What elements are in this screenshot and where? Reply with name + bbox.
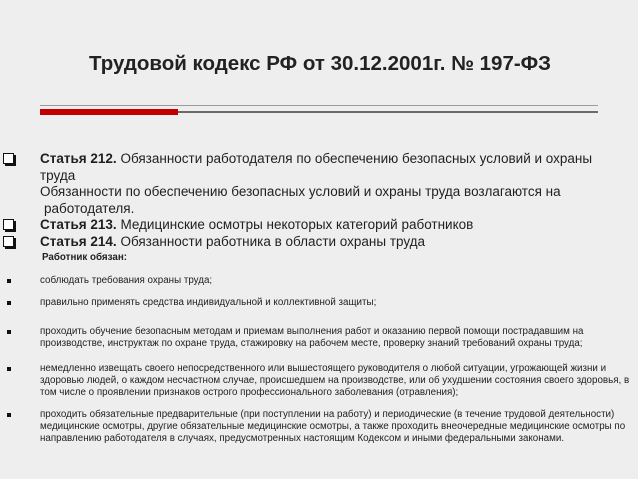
article-title: Обязанности работодателя по обеспечению безопасных условий и охраны труда (40, 151, 593, 183)
article-214 (40, 234, 620, 251)
article-212-note: Обязанности по обеспечению безопасных условий и охраны труда возлагаются на работодателя. (40, 184, 561, 216)
bullet-dot-icon (7, 367, 11, 371)
title-divider-bar (178, 111, 598, 113)
title-divider-accent (40, 109, 178, 115)
slide-title: Трудовой кодекс РФ от 30.12.2001г. № 197-ФЗ (88, 52, 552, 75)
bullet-dot-icon (7, 301, 11, 305)
article-title: Обязанности работника в области охраны труда (116, 234, 426, 249)
checkbox-bullet-icon (3, 236, 14, 247)
duty-item: проходить обязательные предварительные (при поступлении на работу) и периодические (в течение трудовой деятельности) медицинские осмотры, другие обязательные медицинские осмотры, а также проходить внеочередные медицинские осмотры по направлению работодателя в случаях, предусмотренных настоящим Кодексом и иными федеральными законами. (40, 409, 626, 444)
duty-item: немедленно извещать своего непосредственного или вышестоящего руководителя о любой ситуации, угрожающей жизни и здоровью людей, о каждом несчастном случае, происшедшем на производстве, или об ухудшении состояния своего здоровья, в том числе о проявлении признаков острого профессионального заболевания (отравления); (40, 363, 630, 398)
checkbox-bullet-icon (3, 153, 14, 164)
article-number: Статья 212. (40, 151, 117, 166)
duty-item: соблюдать требования охраны труда; (40, 275, 213, 286)
article-213 (40, 217, 620, 234)
article-number: Статья 213. (40, 217, 117, 232)
title-divider (40, 105, 598, 106)
bullet-dot-icon (7, 279, 11, 283)
article-212 (40, 151, 620, 184)
duty-item: проходить обучение безопасным методам и приемам выполнения работ и оказанию первой помощи пострадавшим на производстве, инструктаж по охране труда, стажировку на рабочем месте, проверку знаний требований охраны труда; (40, 326, 584, 349)
duty-item: правильно применять средства индивидуальной и коллективной защиты; (40, 297, 377, 308)
worker-duties-heading: Работник обязан: (42, 252, 128, 263)
article-title: Медицинские осмотры некоторых категорий работников (116, 217, 474, 232)
bullet-dot-icon (7, 330, 11, 334)
checkbox-bullet-icon (3, 219, 14, 230)
article-number: Статья 214. (40, 234, 117, 249)
bullet-dot-icon (7, 413, 11, 417)
